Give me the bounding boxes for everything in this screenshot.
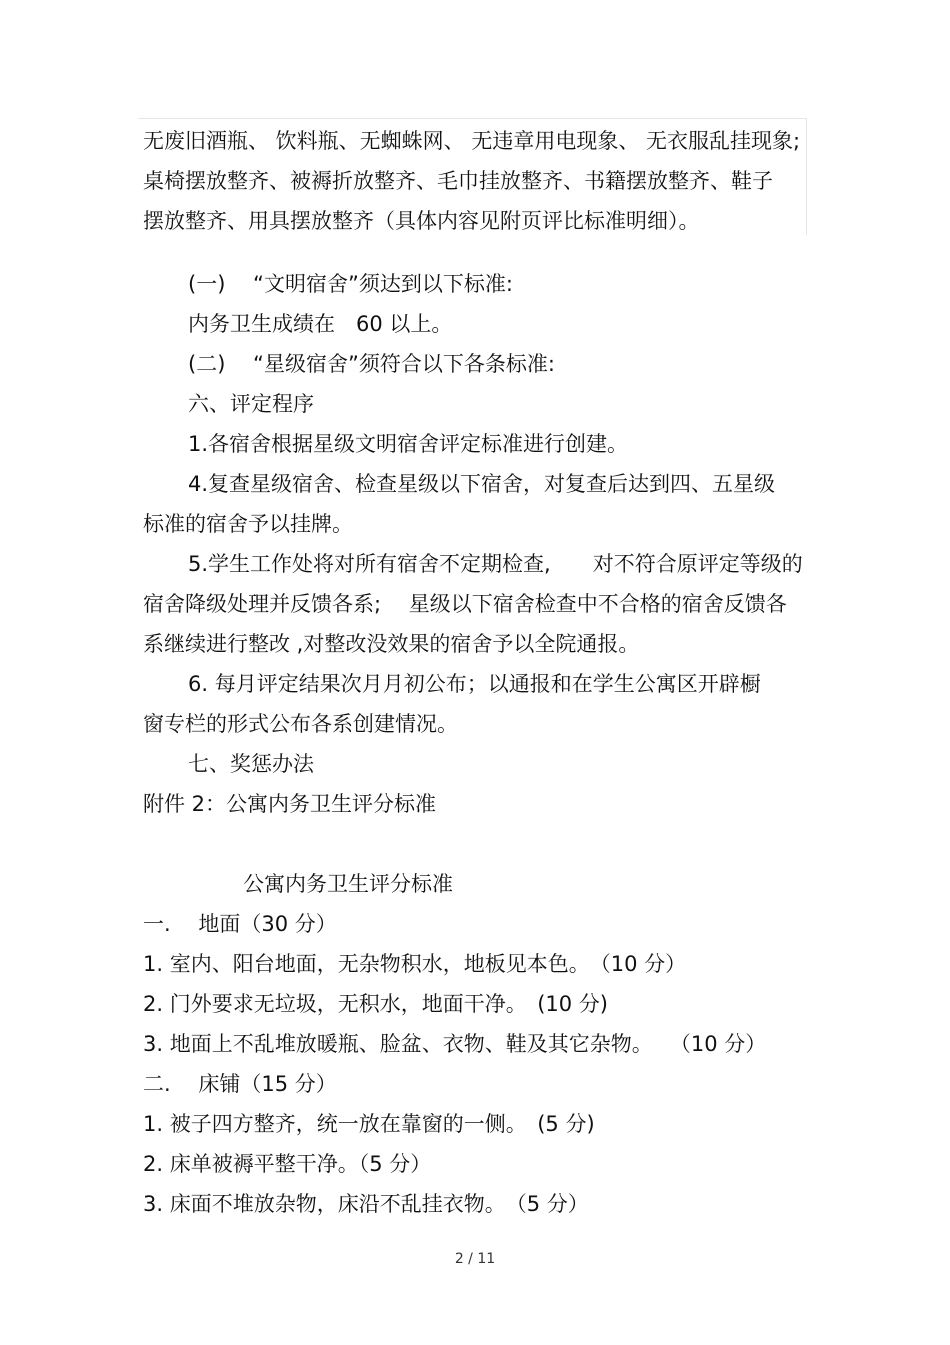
list-item: 2. 床单被褥平整干净。（5 分） [143,1152,432,1176]
text-line: 窗专栏的形式公布各系创建情况。 [143,712,458,736]
list-item: 3. 床面不堆放杂物，床沿不乱挂衣物。 （5 分） [143,1192,589,1216]
text-line: 4.复查星级宿舍、检查星级以下宿舍，对复查后达到四、五星级 [188,472,776,496]
section-heading: (二) “星级宿舍”须符合以下各条标准: [188,352,555,376]
text-line: 6. 每月评定结果次月月初公布；以通报和在学生公寓区开辟橱 [188,672,761,696]
attachment-label: 附件 2：公寓内务卫生评分标准 [143,792,437,816]
text-line: 内务卫生成绩在 60 以上。 [188,312,453,336]
list-item: 1. 被子四方整齐，统一放在靠窗的一侧。 (5 分) [143,1112,595,1136]
list-item: 3. 地面上不乱堆放暖瓶、脸盆、衣物、鞋及其它杂物。 （10 分） [143,1032,767,1056]
section-heading: (一) “文明宿舍”须达到以下标准: [188,272,513,296]
text-line: 系继续进行整改 ,对整改没效果的宿舍予以全院通报。 [143,632,640,656]
page-number: 2 / 11 [454,1251,496,1267]
text-line: 宿舍降级处理并反馈各系; 星级以下宿舍检查中不合格的宿舍反馈各 [143,592,787,616]
text-line: 桌椅摆放整齐、被褥折放整齐、毛巾挂放整齐、书籍摆放整齐、鞋子 [143,169,773,193]
text-line: 5.学生工作处将对所有宿舍不定期检查, 对不符合原评定等级的 [188,552,803,576]
list-item: 2. 门外要求无垃圾，无积水，地面干净。 (10 分) [143,992,608,1016]
section-heading: 六、评定程序 [188,392,314,416]
appendix-title: 公寓内务卫生评分标准 [243,872,453,896]
section-heading: 七、奖惩办法 [188,752,314,776]
list-item: 1. 室内、阳台地面，无杂物积水，地板见本色。 （10 分） [143,952,687,976]
text-line: 1.各宿舍根据星级文明宿舍评定标准进行创建。 [188,432,629,456]
text-line: 标准的宿舍予以挂牌。 [143,512,353,536]
text-line: 无废旧酒瓶、 饮料瓶、无蜘蛛网、 无违章用电现象、 无衣服乱挂现象; [143,129,801,153]
section-heading: 二. 床铺（15 分） [143,1072,337,1096]
section-heading: 一. 地面（30 分） [143,912,337,936]
text-line: 摆放整齐、用具摆放整齐（具体内容见附页评比标准明细）。 [143,209,700,233]
